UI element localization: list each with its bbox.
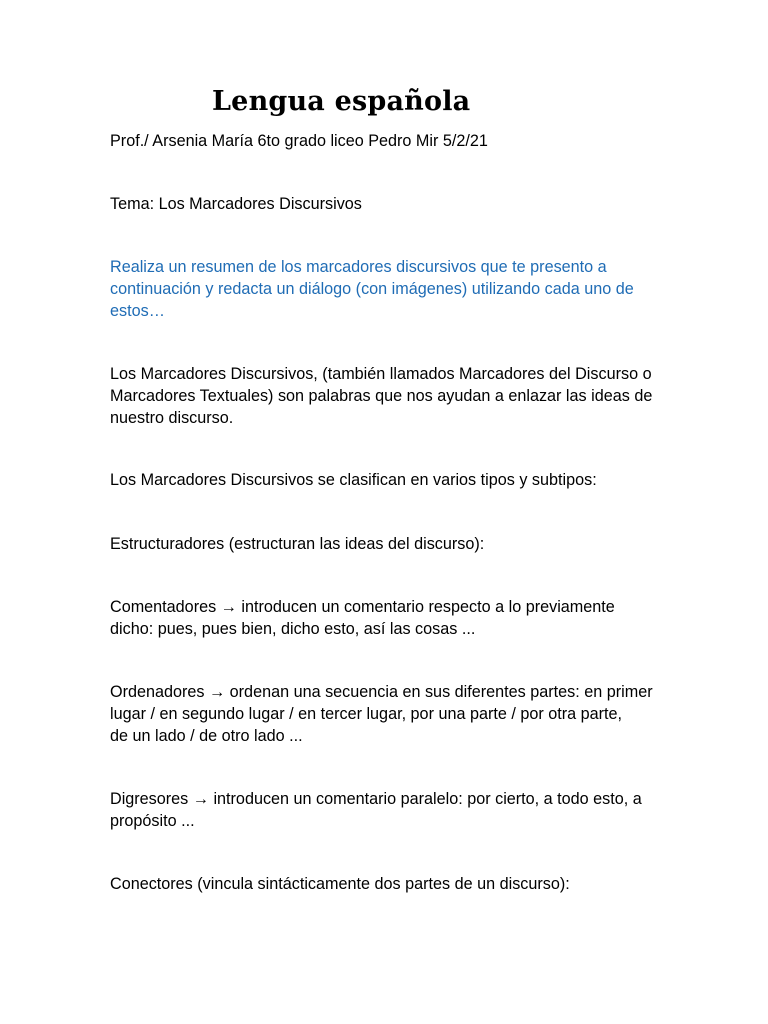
assignment-instruction [110, 256, 670, 322]
document-title: Lengua española [212, 86, 471, 117]
instruction-line: Realiza un resumen de los marcadores discursivos que te presento a [110, 258, 607, 276]
ordenadores-line: Ordenadores → ordenan una secuencia en sus diferentes partes: en primer [110, 683, 653, 701]
byline: Prof./ Arsenia María 6to grado liceo Pedro Mir 5/2/21 [110, 132, 488, 150]
estructuradores-heading: Estructuradores (estructuran las ideas del discurso): [110, 535, 485, 553]
comentadores-line: Comentadores → introducen un comentario respecto a lo previamente [110, 598, 615, 616]
comentadores-paragraph [110, 596, 670, 640]
digresores-line: propósito ... [110, 812, 195, 830]
instruction-line: estos… [110, 302, 165, 320]
digresores-line: Digresores → introducen un comentario paralelo: por cierto, a todo esto, a [110, 790, 642, 808]
classification-paragraph: Los Marcadores Discursivos se clasifican en varios tipos y subtipos: [110, 471, 597, 489]
digresores-paragraph [110, 788, 670, 832]
ordenadores-line: de un lado / de otro lado ... [110, 727, 303, 745]
definition-line: Marcadores Textuales) son palabras que nos ayudan a enlazar las ideas de [110, 387, 653, 405]
definition-paragraph [110, 363, 670, 429]
topic-line: Tema: Los Marcadores Discursivos [110, 195, 362, 213]
definition-line: Los Marcadores Discursivos, (también llamados Marcadores del Discurso o [110, 365, 652, 383]
ordenadores-paragraph [110, 681, 670, 747]
conectores-heading: Conectores (vincula sintácticamente dos partes de un discurso): [110, 875, 570, 893]
definition-line: nuestro discurso. [110, 409, 234, 427]
ordenadores-line: lugar / en segundo lugar / en tercer lugar, por una parte / por otra parte, [110, 705, 623, 723]
instruction-line: continuación y redacta un diálogo (con imágenes) utilizando cada uno de [110, 280, 634, 298]
comentadores-line: dicho: pues, pues bien, dicho esto, así las cosas ... [110, 620, 476, 638]
